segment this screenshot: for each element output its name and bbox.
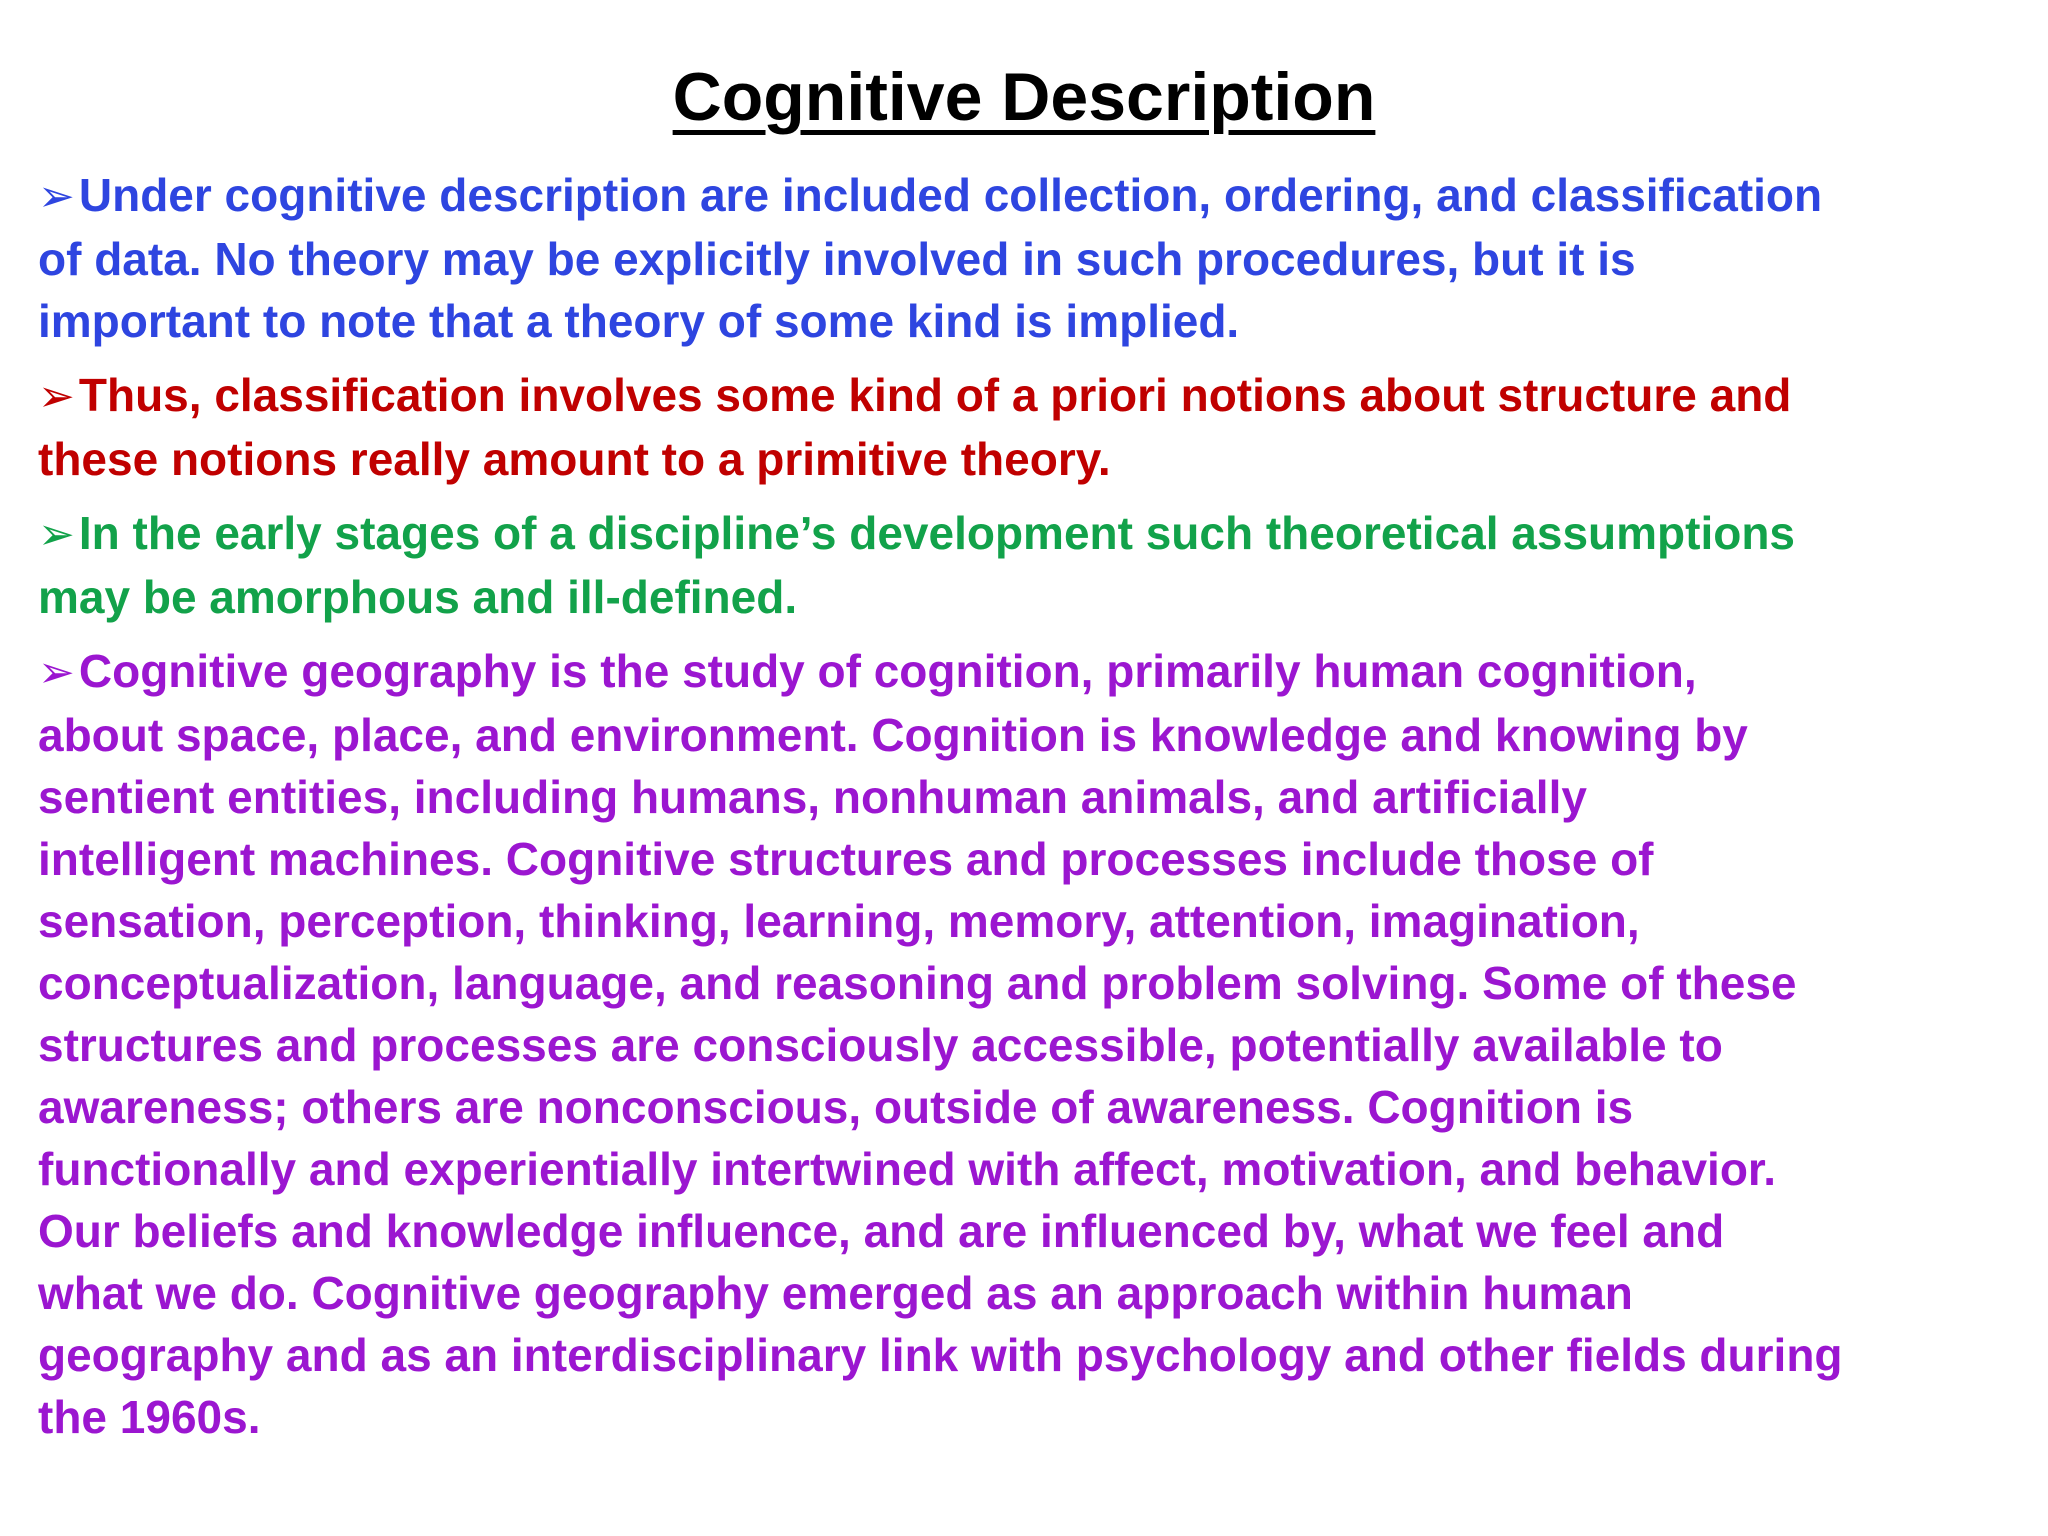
bullet-line: intelligent machines. Cognitive structures and processes include those of: [38, 833, 1654, 885]
bullet-line: about space, place, and environment. Cognition is knowledge and knowing by: [38, 709, 1748, 761]
bullet-line: structures and processes are consciously accessible, potentially available to: [38, 1019, 1723, 1071]
bullet-line: ➢Cognitive geography is the study of cognition, primarily human cognition,: [38, 645, 1697, 697]
bullet-line: awareness; others are nonconscious, outside of awareness. Cognition is: [38, 1081, 1634, 1133]
bullet-line: what we do. Cognitive geography emerged as an approach within human: [38, 1267, 1633, 1319]
arrow-bullet-icon: ➢: [38, 172, 75, 221]
bullet-line: of data. No theory may be explicitly involved in such procedures, but it is: [38, 233, 1636, 285]
bullet-item-early-stages: [38, 502, 2013, 628]
bullet-line: sentient entities, including humans, nonhuman animals, and artificially: [38, 771, 1587, 823]
arrow-bullet-icon: ➢: [38, 510, 75, 559]
bullet-line: geography and as an interdisciplinary link with psychology and other fields during: [38, 1329, 1843, 1381]
arrow-bullet-icon: ➢: [38, 372, 75, 421]
bullet-item-collection: [38, 164, 2013, 352]
arrow-bullet-icon: ➢: [38, 648, 75, 697]
bullet-line: conceptualization, language, and reasoning and problem solving. Some of these: [38, 957, 1797, 1009]
bullet-line: important to note that a theory of some kind is implied.: [38, 295, 1240, 347]
bullet-line: may be amorphous and ill-defined.: [38, 571, 798, 623]
slide-title: [0, 52, 2048, 142]
bullet-line: Our beliefs and knowledge influence, and are influenced by, what we feel and: [38, 1205, 1725, 1257]
bullet-line: sensation, perception, thinking, learning, memory, attention, imagination,: [38, 895, 1640, 947]
bullet-line: ➢Under cognitive description are included collection, ordering, and classification: [38, 169, 1823, 221]
bullet-item-cognitive-geography: [38, 640, 2013, 1448]
bullet-line: ➢Thus, classification involves some kind of a priori notions about structure and: [38, 369, 1792, 421]
bullet-line: these notions really amount to a primitive theory.: [38, 433, 1111, 485]
bullet-line: the 1960s.: [38, 1391, 261, 1443]
slide-title-text: Cognitive Description: [672, 59, 1376, 135]
bullet-item-classification: [38, 364, 2013, 490]
bullet-list: [38, 164, 2013, 1460]
bullet-line: functionally and experientially intertwined with affect, motivation, and behavior.: [38, 1143, 1777, 1195]
bullet-line: ➢In the early stages of a discipline’s development such theoretical assumptions: [38, 507, 1796, 559]
